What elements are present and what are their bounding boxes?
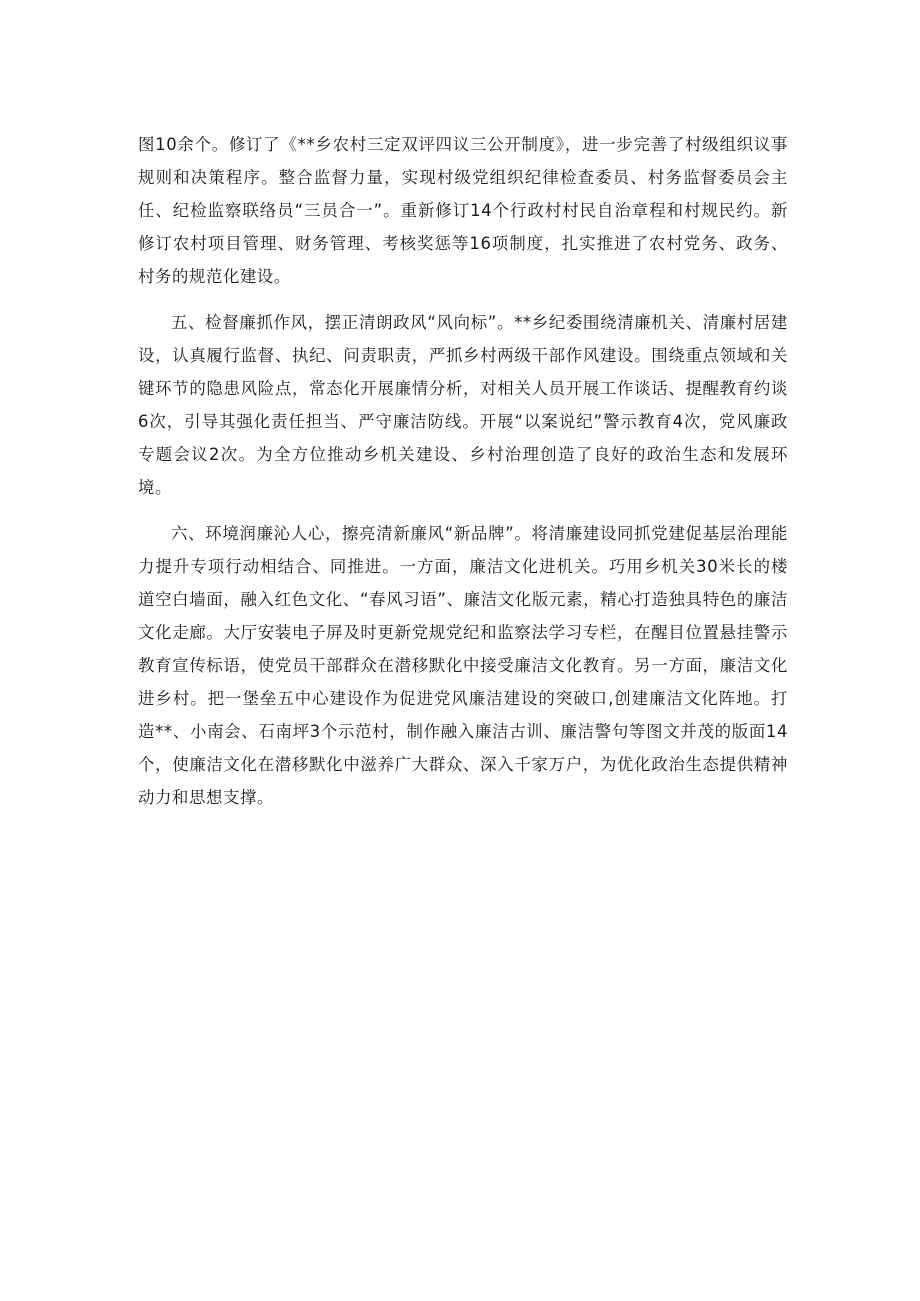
paragraph-section-six: 六、环境润廉沁人心，擦亮清新廉风“新品牌”。将清廉建设同抓党建促基层治理能力提升专项行动相结合、同推进。一方面，廉洁文化进机关。巧用乡机关30米长的楼道空白墙面，融入红色文化、“春风习语”、廉洁文化版元素，精心打造独具特色的廉洁文化走廊。大厅安装电子屏及时更新党规党纪和监察法学习专栏，在醒目位置悬挂警示教育宣传标语，使党员干部群众在潜移默化中接受廉洁文化教育。另一方面，廉洁文化进乡村。把一堡垒五中心建设作为促进党风廉洁建设的突破口,创建廉洁文化阵地。打造**、小南会、石南坪3个示范村，制作融入廉洁古训、廉洁警句等图文并茂的版面14个，使廉洁文化在潜移默化中滋养广大群众、深入千家万户，为优化政治生态提供精神动力和思想支撑。 xyxy=(138,524,788,807)
paragraph-section-five: 五、检督廉抓作风，摆正清朗政风“风向标”。**乡纪委围绕清廉机关、清廉村居建设，认真履行监督、执纪、问责职责，严抓乡村两级干部作风建设。围绕重点领域和关键环节的隐患风险点，常态化开展廉情分析，对相关人员开展工作谈话、提醒教育约谈6次，引导其强化责任担当、严守廉洁防线。开展“以案说纪”警示教育4次，党风廉政专题会议2次。为全方位推动乡机关建设、乡村治理创造了良好的政治生态和发展环境。 xyxy=(138,313,788,497)
paragraph-continuation: 图10余个。修订了《**乡农村三定双评四议三公开制度》，进一步完善了村级组织议事规则和决策程序。整合监督力量，实现村级党组织纪律检查委员、村务监督委员会主任、纪检监察联络员“三员合一”。重新修订14个行政村村民自治章程和村规民约。新修订农村项目管理、财务管理、考核奖惩等16项制度，扎实推进了农村党务、政务、村务的规范化建设。 xyxy=(138,135,788,286)
document-body xyxy=(138,128,788,814)
